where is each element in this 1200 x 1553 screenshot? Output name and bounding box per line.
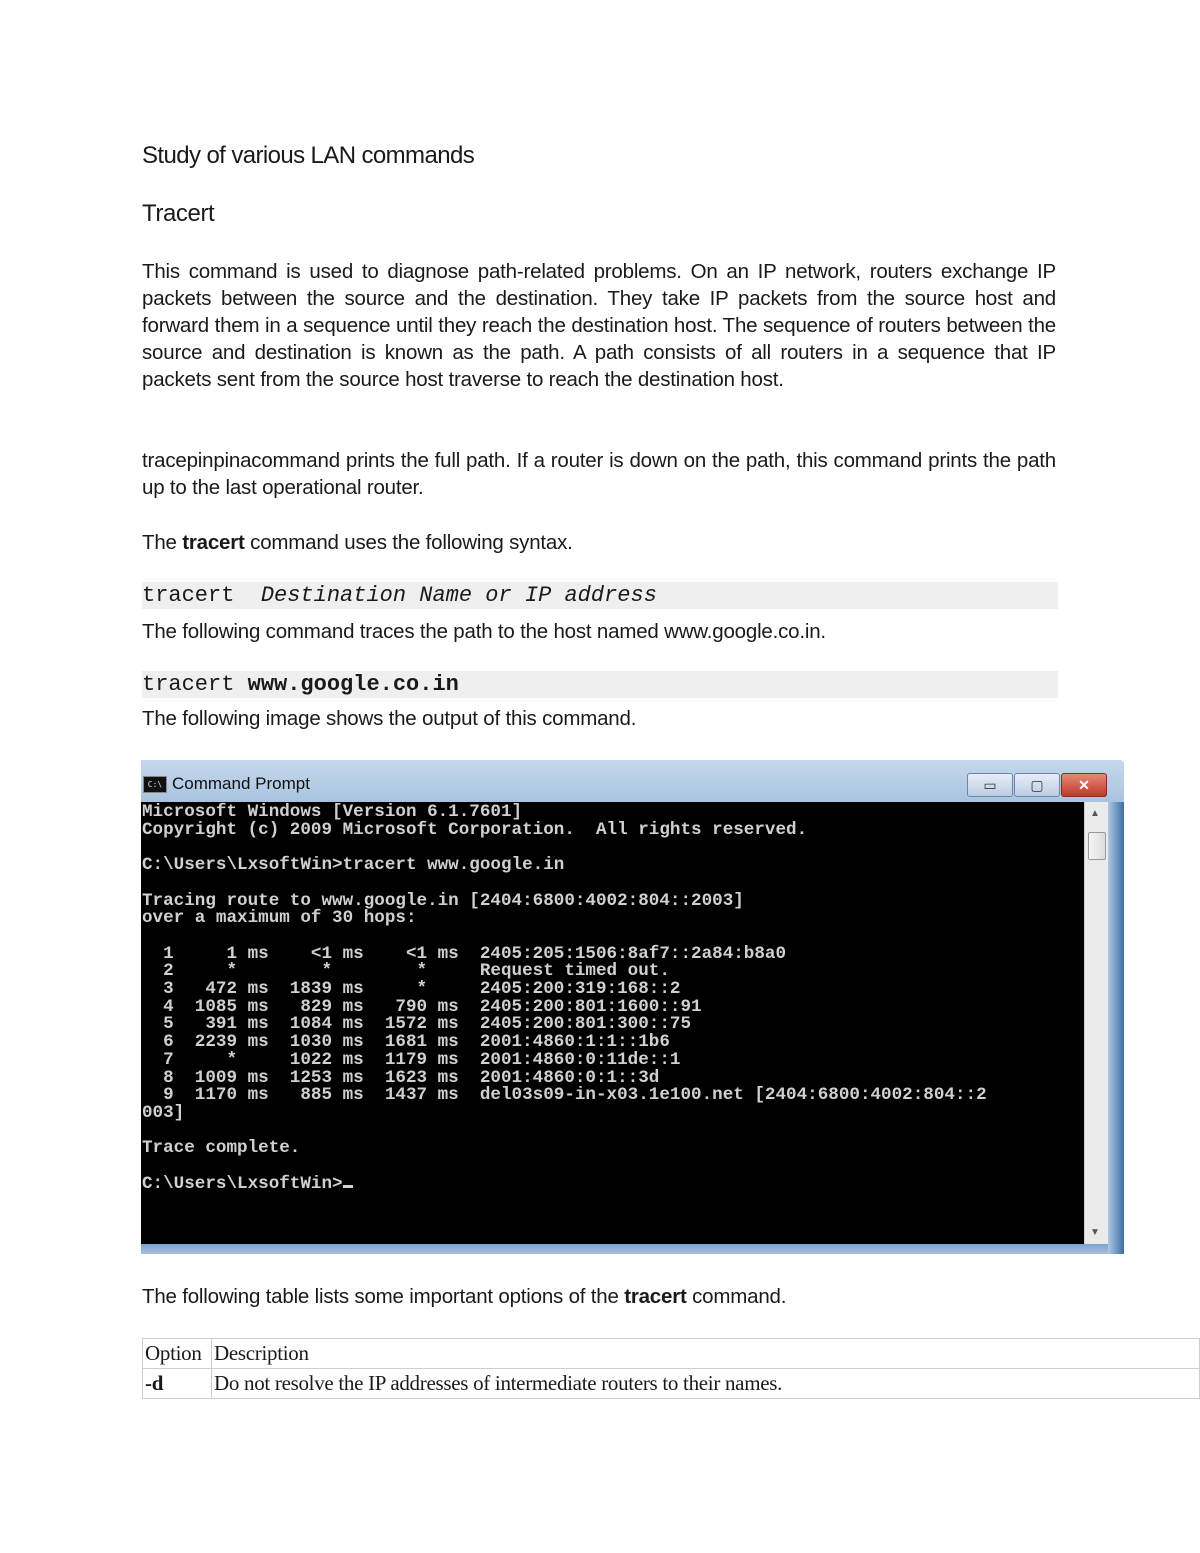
table-cell-option (143, 1369, 212, 1399)
example-intro: The following command traces the path to the host named www.google.co.in. (142, 620, 826, 643)
scrollbar-thumb[interactable] (1088, 832, 1106, 860)
window-titlebar[interactable] (141, 760, 1124, 802)
syntax-intro-bold: tracert (182, 531, 245, 554)
page-title: Study of various LAN commands (142, 142, 475, 169)
scroll-up-icon[interactable]: ▲ (1090, 808, 1100, 819)
minimize-button[interactable]: ▭ (967, 773, 1013, 797)
syntax-argument: Destination Name or IP address (260, 583, 657, 608)
table-header-option: Option (143, 1339, 212, 1369)
cmd-app-icon: C:\ (143, 776, 167, 793)
table-cell-description: Do not resolve the IP addresses of intermediate routers to their names. (212, 1369, 1200, 1399)
path-paragraph: tracepinpinacommand prints the full path. If a router is down on the path, this command prints the path up to the last operational router. (142, 449, 1056, 499)
image-intro: The following image shows the output of this command. (142, 707, 637, 730)
section-heading: Tracert (142, 200, 215, 227)
table-intro-after: command. (686, 1285, 787, 1308)
syntax-intro-after: command uses the following syntax. (244, 531, 573, 554)
table-header-description: Description (212, 1339, 1200, 1369)
table-row (143, 1369, 1200, 1399)
options-table (142, 1338, 1200, 1399)
table-intro (142, 1283, 1056, 1310)
window-title: Command Prompt (172, 774, 310, 793)
example-code-block (142, 671, 1058, 698)
vertical-scrollbar[interactable] (1084, 802, 1109, 1244)
syntax-code-block (142, 582, 1058, 609)
maximize-button[interactable]: ▢ (1014, 773, 1060, 797)
syntax-intro-before: The (142, 531, 183, 554)
console-cursor (343, 1185, 353, 1188)
command-prompt-window (141, 760, 1124, 1254)
console-text: Microsoft Windows [Version 6.1.7601] Copyright (c) 2009 Microsoft Corporation. All rights reserved. C:\Users\LxsoftWin>tracert www.google.in Tracing route to www.google.in [2404:6800:4002:804::2003] over a maximum of 30 hops: 1 1 ms <1 ms <1 ms 2405:205:1506:8af7::2a84:b8a0 2 * * * Request timed out. 3 472 ms 1839 ms * 2405:200:319:168::2 4 1085 ms 829 ms 790 ms 2405:200:801:1600::91 5 391 ms 1084 ms 1572 ms 2405:200:801:300::75 6 2239 ms 1030 ms 1681 ms 2001:4860:1:1::1b6 7 * 1022 ms 1179 ms 2001:4860:0:11de::1 8 1009 ms 1253 ms 1623 ms 2001:4860:0:1::3d 9 1170 ms 885 ms 1437 ms del03s09-in-x03.1e100.net [2404:6800:4002:804::2 003] Trace complete. C:\Users\LxsoftWin> (142, 802, 987, 1194)
table-header-row (143, 1339, 1200, 1369)
close-button[interactable]: ✕ (1061, 773, 1107, 797)
example-argument: www.google.co.in (247, 672, 459, 697)
option-flag: -d (145, 1371, 164, 1395)
window-border-right (1108, 802, 1124, 1254)
syntax-intro (142, 529, 1056, 556)
console-output[interactable] (141, 802, 1084, 1244)
syntax-command: tracert (142, 583, 261, 608)
intro-paragraph: This command is used to diagnose path-related problems. On an IP network, routers exchange IP packets between the source and the destination. They take IP packets from the source host and forward them in a sequence until they reach the destination host. The sequence of routers between the source and destination is known as the path. A path consists of all routers in a sequence that IP packets sent from the source host traverse to reach the destination host. (142, 260, 1056, 391)
example-command: tracert (142, 672, 248, 697)
window-border-bottom (141, 1244, 1108, 1254)
scroll-down-icon[interactable]: ▼ (1090, 1227, 1100, 1238)
table-intro-bold: tracert (624, 1285, 687, 1308)
table-intro-before: The following table lists some important options of the (142, 1285, 625, 1308)
